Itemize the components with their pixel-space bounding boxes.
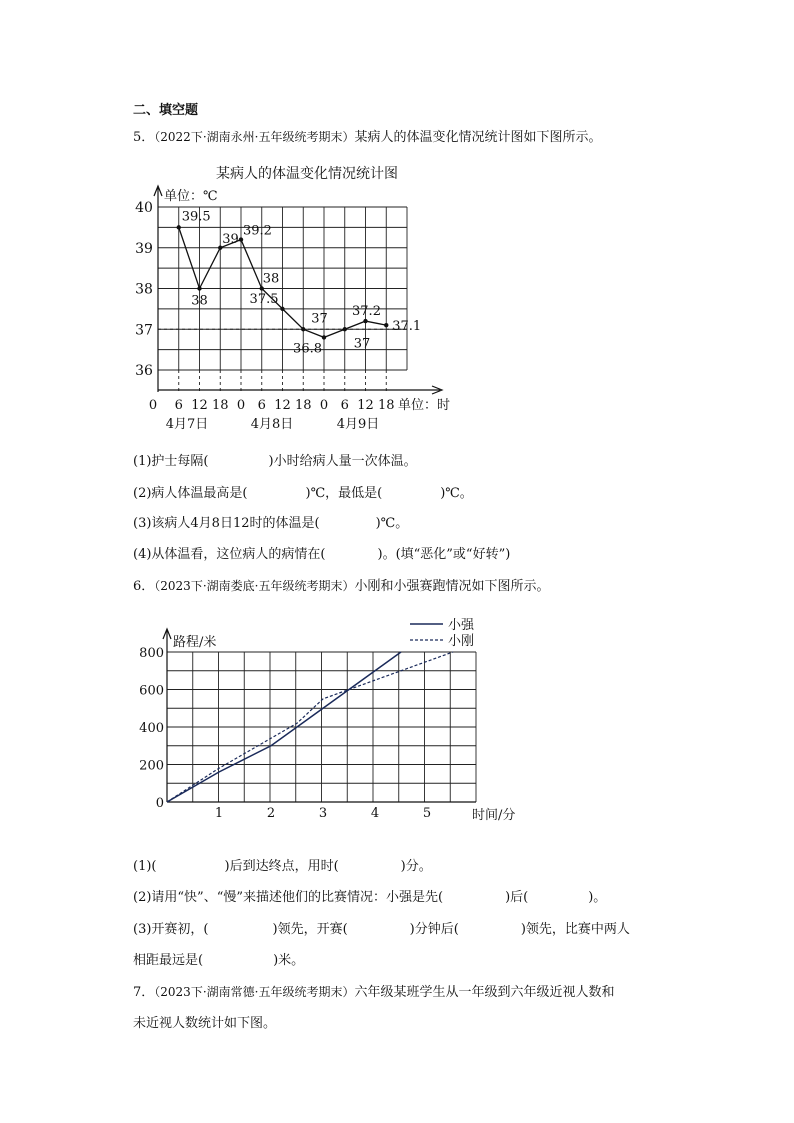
x-tick-label: 18 (294, 398, 312, 413)
x-tick-label: 0 (148, 398, 158, 413)
y-tick-label: 0 (155, 796, 164, 811)
q5-sub-1-post: )小时给病人量一次体温。 (268, 454, 417, 469)
q6-text: 小刚和小强赛跑情况如下图所示。 (354, 579, 550, 594)
q6-sub-2 (133, 891, 606, 904)
q6-sub-2-post: )。 (588, 890, 607, 905)
y-tick-label: 200 (139, 758, 164, 774)
data-label: 37 (353, 336, 371, 352)
q6-sub-4-pre: 相距最远是( (133, 953, 204, 968)
q6-sub-2-pre: (2)请用“快”、“慢”来描述他们的比赛情况：小强是先( (133, 890, 444, 905)
x-tick-label: 6 (257, 398, 266, 413)
q5-sub-2-post: )℃。 (440, 486, 473, 501)
q5-source: （2022下·湖南永州·五年级统考期末） (154, 130, 355, 144)
x-tick-label: 5 (422, 806, 432, 821)
x-tick-label: 0 (319, 398, 329, 413)
y-tick-label: 600 (139, 683, 164, 699)
q6-sub-1-post: )分。 (400, 859, 432, 874)
x-tick-label: 6 (340, 398, 349, 413)
x-tick-label: 3 (318, 806, 328, 821)
x-tick-label: 4 (370, 806, 380, 821)
x-tick-label: 12 (191, 398, 208, 413)
q5-number: 5． (133, 130, 155, 145)
q6-sub-3-mid: )领先，开赛( (272, 922, 348, 937)
data-label: 37 (311, 311, 328, 327)
y-tick-label: 39 (135, 240, 153, 257)
data-label: 37.1 (392, 319, 422, 335)
y-axis-label: 路程/米 (173, 635, 217, 650)
q6-sub-1-mid: )后到达终点，用时( (224, 859, 339, 874)
q7-number: 7． (133, 985, 155, 1000)
x-tick-label: 18 (211, 398, 229, 413)
q7-source: （2023下·湖南常德·五年级统考期末） (154, 985, 355, 999)
x-tick-label: 12 (274, 398, 291, 413)
x-group-label: 4月7日 (165, 417, 209, 432)
data-label: 38 (191, 293, 208, 309)
q5-text: 某病人的体温变化情况统计图如下图所示。 (354, 130, 602, 145)
y-tick-label: 400 (139, 721, 164, 736)
q6-number: 6． (133, 579, 155, 594)
data-label: 37.2 (352, 304, 381, 320)
x-group-label: 4月8日 (250, 417, 294, 432)
q5-sub-2-mid: )℃，最低是( (305, 486, 383, 501)
q6-sub-1 (133, 860, 432, 873)
chart-title: 某病人的体温变化情况统计图 (216, 166, 398, 182)
q6-sub-3-mid2: )分钟后( (409, 922, 459, 937)
data-label: 39.2 (243, 223, 272, 239)
y-tick-label: 36 (135, 363, 153, 379)
legend-label-xiaoqiang: 小强 (448, 618, 475, 633)
q5-sub-2-pre: (2)病人体温最高是( (133, 486, 248, 501)
y-tick-label: 40 (135, 200, 153, 216)
q5-sub-4-post: )。(填“恶化”或“好转”) (377, 547, 511, 562)
x-tick-label: 18 (377, 398, 395, 413)
q7-stem (133, 986, 614, 999)
legend-label-xiaogang: 小刚 (448, 634, 475, 649)
q5-sub-4-pre: (4)从体温看，这位病人的病情在( (133, 547, 326, 562)
x-tick-label: 12 (357, 398, 374, 413)
data-label: 36.8 (293, 341, 322, 357)
data-label: 39 (222, 231, 239, 247)
data-label: 39.5 (181, 209, 211, 225)
y-tick-label: 37 (135, 322, 153, 339)
data-label: 38 (262, 271, 280, 287)
x-axis-unit-label: 单位：时 (398, 398, 451, 413)
x-tick-label: 2 (266, 806, 276, 821)
q5-sub-3-post: )℃。 (375, 516, 409, 531)
x-tick-label: 6 (174, 398, 183, 413)
q7-stem-line2: 未近视人数统计如下图。 (133, 1016, 277, 1031)
y-axis-unit-label: 单位：℃ (164, 189, 218, 204)
q6-sub-1-pre: (1)( (133, 859, 157, 874)
data-label: 37.5 (249, 291, 279, 307)
q6-sub-3-post: )领先，比赛中两人 (520, 922, 630, 937)
q7-text: 六年级某班学生从一年级到六年级近视人数和 (354, 985, 615, 1000)
q6-sub-4-post: )米。 (273, 953, 305, 968)
q6-source: （2023下·湖南娄底·五年级统考期末） (154, 579, 355, 593)
q6-sub-4 (133, 954, 304, 967)
x-tick-label: 1 (214, 806, 224, 821)
x-group-label: 4月9日 (336, 417, 380, 432)
q6-sub-3 (133, 923, 630, 936)
q5-sub-1-pre: (1)护士每隔( (133, 454, 209, 469)
x-axis-label: 时间/分 (472, 808, 516, 823)
y-tick-label: 800 (139, 646, 164, 661)
y-tick-label: 38 (135, 281, 153, 298)
x-tick-label: 0 (236, 398, 246, 413)
q6-sub-2-mid: )后( (505, 890, 529, 905)
q6-sub-3-pre: (3)开赛初，( (133, 922, 209, 937)
section-title: 二、填空题 (133, 103, 199, 118)
q5-sub-3-pre: (3)该病人4月8日12时的体温是( (133, 516, 320, 531)
